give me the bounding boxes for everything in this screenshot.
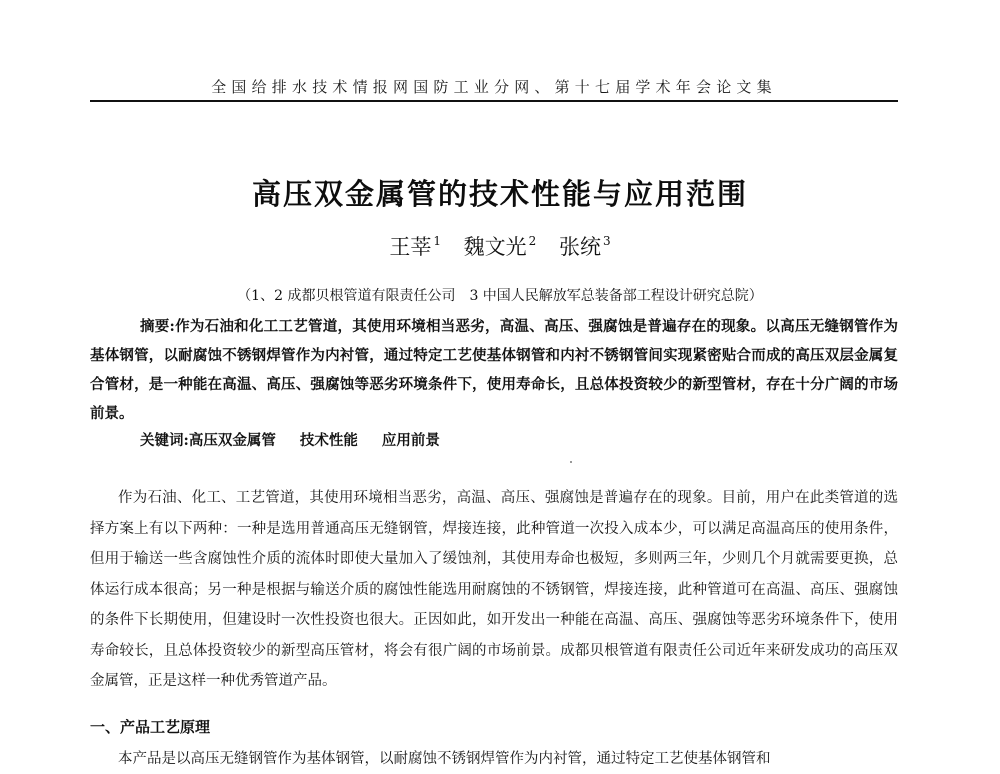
keywords — [140, 429, 840, 453]
author — [464, 235, 537, 259]
running-header: 全国给排水技术情报网国防工业分网、第十七届学术年会论文集 — [211, 78, 777, 96]
author-name: 张统 — [559, 235, 601, 259]
abstract-text: 作为石油和化工工艺管道，其使用环境相当恶劣，高温、高压、强腐蚀是普遍存在的现象。以高压无缝钢管作为基体钢管，以耐腐蚀不锈钢焊管作为内衬管，通过特定工艺使基体钢管和内衬不锈钢管间实现紧密贴合而成的高压双层金属复合管材，是一种能在高温、高压、强腐蚀等恶劣环境条件下，使用寿命长，且总体投资较少的新型管材，存在十分广阔的市场前景。 — [90, 318, 898, 422]
header-rule — [90, 100, 898, 102]
abstract-label: 摘要: — [140, 318, 175, 335]
author-mark: 3 — [603, 234, 611, 248]
scan-speck — [570, 461, 572, 463]
paper-title: 高压双金属管的技术性能与应用范围 — [251, 177, 748, 211]
keyword: 应用前景 — [381, 432, 440, 449]
abstract — [90, 312, 898, 428]
intro-paragraph: 作为石油、化工、工艺管道，其使用环境相当恶劣，高温、高压、强腐蚀是普遍存在的现象。目前，用户在此类管道的选择方案上有以下两种：一种是选用普通高压无缝钢管，焊接连接，此种管道一次投入成本少，可以满足高温高压的使用条件，但用于输送一些含腐蚀性介质的流体时即使大量加入了缓蚀剂，其使用寿命也极短，多则两三年，少则几个月就需要更换，总体运行成本很高；另一种是根据与输送介质的腐蚀性能选用耐腐蚀的不锈钢管，焊接连接，此种管道可在高温、高压、强腐蚀的条件下长期使用，但建设时一次性投资也很大。正因如此，如开发出一种能在高温、高压、强腐蚀等恶劣环境条件下，使用寿命较长，且总体投资较少的新型高压管材，将会有很广阔的市场前景。成都贝根管道有限责任公司近年来研发成功的高压双金属管，正是这样一种优秀管道产品。 — [90, 490, 898, 689]
keyword: 高压双金属管 — [188, 432, 276, 449]
keyword: 技术性能 — [299, 432, 358, 449]
affiliation: （1、2 成都贝根管道有限责任公司 3 中国人民解放军总装备部工程设计研究总院） — [237, 288, 763, 304]
author — [559, 235, 611, 259]
author-name: 王莘 — [389, 235, 432, 259]
keywords-label: 关键词: — [140, 432, 189, 449]
section-heading: 一、产品工艺原理 — [90, 718, 211, 736]
author-mark: 1 — [433, 234, 441, 248]
author-list — [0, 231, 1000, 261]
section-paragraph: 本产品是以高压无缝钢管作为基体钢管，以耐腐蚀不锈钢焊管作为内衬管，通过特定工艺使基体钢管和 — [118, 751, 771, 767]
author — [389, 235, 441, 259]
author-mark: 2 — [528, 234, 537, 248]
author-name: 魏文光 — [463, 235, 527, 259]
